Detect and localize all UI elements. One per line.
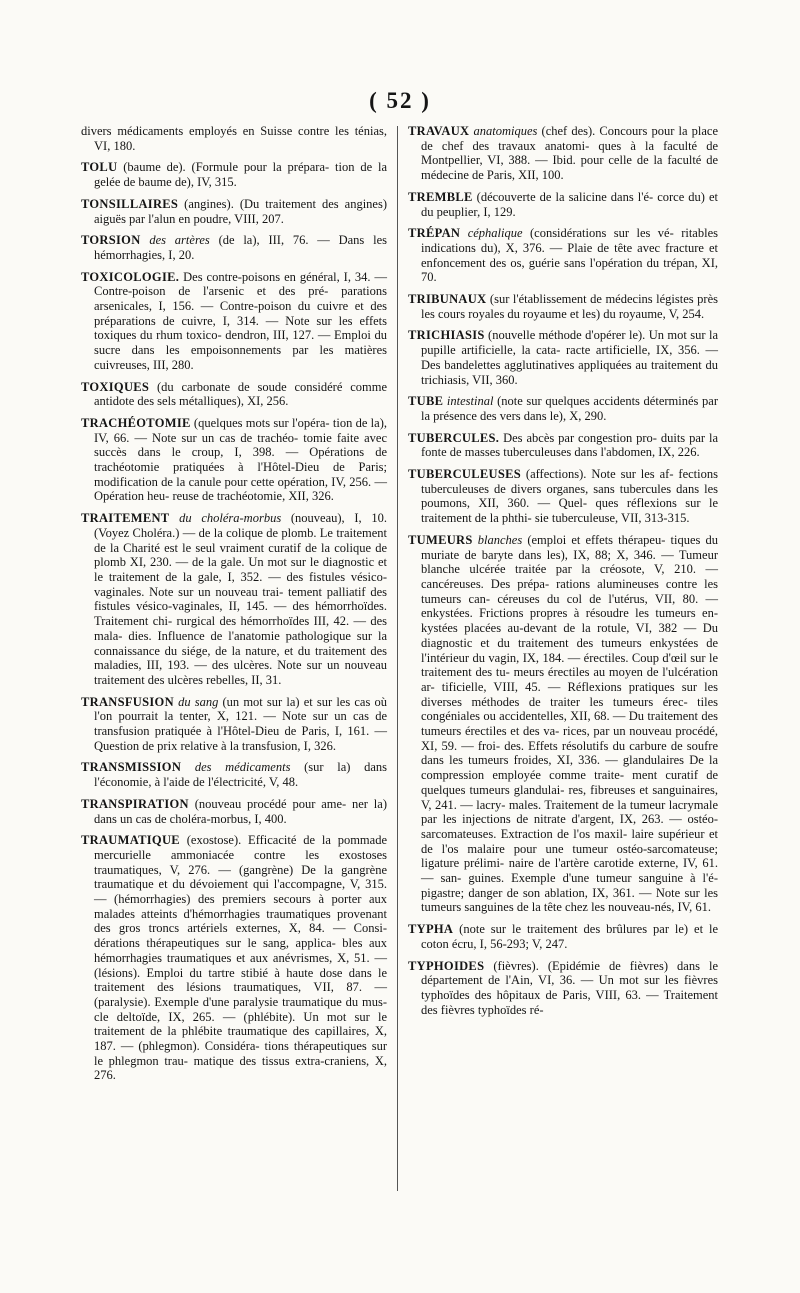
entry-subheading: des médicaments xyxy=(181,760,291,775)
column-divider xyxy=(397,126,398,1191)
index-entry xyxy=(81,833,387,1083)
entry-text: (un mot sur la) et sur les cas où l'on pourrait la tenter, X, 121. — Note sur un cas de transfusion pratiquée à l'Hôtel-Dieu de Paris, I, 161. — Question de prix relative à la transfusion, I, 326. xyxy=(94,694,387,753)
index-entry xyxy=(408,328,718,387)
index-entry xyxy=(81,124,387,153)
index-entry xyxy=(81,416,387,504)
entry-text: (de la), III, 76. — Dans les hémorrhagies, I, 20. xyxy=(94,233,387,262)
index-entry xyxy=(81,695,387,754)
entry-heading: TYPHOIDES xyxy=(408,958,485,973)
entry-text: Des abcès par congestion pro- duits par la fonte de masses tuberculeuses dans l'abdomen, IX, 226. xyxy=(421,430,718,460)
entry-heading: TYPHA xyxy=(408,922,454,937)
entry-text: (chef des). Concours pour la place de chef des travaux anatomi- ques à la faculté de Montpellier, VI, 388. — Ibid. pour celle de la faculté de médecine de Paris, XII, 100. xyxy=(421,124,718,183)
index-entry xyxy=(81,233,387,262)
index-entry xyxy=(81,380,387,409)
entry-subheading: intestinal xyxy=(443,394,494,409)
index-entry xyxy=(408,533,718,915)
entry-subheading: du choléra-morbus xyxy=(169,511,282,526)
entry-text: (sur l'établissement de médecins légistes près les cours royales du royaume et les) du royaume, V, 254. xyxy=(421,292,718,321)
entry-heading: TRANSPIRATION xyxy=(81,796,189,811)
entry-heading: TONSILLAIRES xyxy=(81,196,179,211)
entry-subheading: blanches xyxy=(472,532,523,547)
entry-heading: TUBERCULES. xyxy=(408,430,500,445)
entry-text: (fièvres). (Epidémie de fièvres) dans le département de l'Ain, VI, 36. — Un mot sur les fièvres typhoïdes des hôpitaux de Paris, VIII, 63. — Traitement des fièvres typhoïdes ré- xyxy=(421,958,718,1017)
entry-heading: TRACHÉOTOMIE xyxy=(81,415,191,430)
entry-heading: TRANSMISSION xyxy=(81,760,182,775)
index-entry xyxy=(408,124,718,183)
entry-heading: TRAUMATIQUE xyxy=(81,833,180,848)
entry-text: (nouveau), I, 10. (Voyez Choléra.) — de la colique de plomb. Le traitement de la Charité est le seul vraiment curatif de la colique de plomb XI, 230. — de la gale. Un mot sur le diagnostic et le traitement de la gale, I, 352. — des fistules vésico-vaginales. Note sur un nouveau trai- tement palliatif des fistules vésico-vaginales, II, 145. — des hémorrhoïdes. Traitement chi- rurgical des hémorrhoïdes III, 42. — des mala- dies. Influence de l'anatomie pathologique sur la connaissance du siége, de la nature, et du traitement des maladies, III, 193. — des ulcères. Note sur un nouveau traitement des ulcères rebelles, II, 31. xyxy=(94,511,387,687)
entry-heading: TUBERCULEUSES xyxy=(408,467,521,482)
entry-subheading: céphalique xyxy=(460,226,523,241)
index-entry xyxy=(81,197,387,226)
entry-text: (du carbonate de soude considéré comme antidote des sels métalliques), XI, 256. xyxy=(94,379,387,409)
entry-text: Des contre-poisons en général, I, 34. — Contre-poison de l'arsenic et des pré- parations arsenicales, I, 156. — Contre-poison du cuivre et des préparations de cuivre, I, 314. — Note sur les effets toxiques du rhum toxico- dendron, III, 127. — Emploi du sucre dans les empoisonnements par les matières cuivreuses, III, 280. xyxy=(94,269,387,372)
entry-subheading: du sang xyxy=(173,694,219,709)
entry-heading: TRAITEMENT xyxy=(81,511,170,526)
index-entry xyxy=(408,959,718,1018)
index-entry xyxy=(408,292,718,321)
entry-heading: TOXIQUES xyxy=(81,379,150,394)
entry-heading: TORSION xyxy=(81,233,141,248)
entry-text: (emploi et effets thérapeu- tiques du muriate de baryte dans les), IX, 88; X, 346. — Tumeur blanche ulcérée traitée par la créosote, V, 210. — cancéreuses. Des prépa- rations alumineuses contre les tumeurs can- céreuses du col de l'utérus, VII, 80. — enkystées. Frictions propres à résoudre les tumeurs en- kystées placées au-devant de la rotule, VI, 382 — Du diagnostic et du traitement des tumeurs enkystées de l'intérieur du vagin, IX, 184. — érectiles. Coup d'œil sur le traitement des tu- meurs érectiles au moyen de l'ulcération ar- tificielle, VIII, 45. — Réflexions pratiques sur les diverses méthodes de traiter les tumeurs érec- tiles congéniales ou accidentelles, XII, 68. — Du traitement des tumeurs érectiles et des va- rices, par un nouveau procédé, XI, 59. — froi- des. Effets résolutifs du carbure de soufre dans les tumeurs froides, XI, 336. — glandulaires De la compression employée comme traite- ment curatif de quelques tumeurs glandulai- res, fibreuses et sanguinaires, V, 241. — lacry- males. Traitement de la tumeur lacrymale par les injections de nitrate d'argent, IX, 263. — ostéo-sarcomateuses. Extraction de l'os maxil- laire supérieur et de l'os malaire pour une tumeur ostéo-sarcomateuse; ligature prélimi- naire de l'artère carotide externe, IV, 61. — san- guines. Exemple d'une tumeur sanguine à l'é- pigastre; danger de son ablation, IX, 361. — Note sur les tumeurs sanguines de la tête chez les nouveau-nés, IV, 61. xyxy=(421,532,719,915)
index-entry xyxy=(408,467,718,526)
index-entry xyxy=(408,431,718,460)
index-entry xyxy=(81,760,387,789)
left-column xyxy=(81,124,387,1090)
entry-heading: TRICHIASIS xyxy=(408,328,485,343)
index-entry xyxy=(81,160,387,189)
entry-heading: TUMEURS xyxy=(408,532,473,547)
index-entry xyxy=(408,922,718,951)
right-column xyxy=(408,124,718,1024)
entry-text: (nouvelle méthode d'opérer le). Un mot sur la pupille artificielle, la cata- racte artificielle, IX, 356. — Des bandelettes agglutinatives appliquées au traitement du trichiasis, VII, 360. xyxy=(421,328,718,387)
index-entry xyxy=(408,394,718,423)
entry-text: (baume de). (Formule pour la prépara- tion de la gelée de baume de), IV, 315. xyxy=(94,160,387,190)
entry-heading: TOXICOLOGIE. xyxy=(81,269,180,284)
entry-text: (considérations sur les vé- ritables indications du), X, 376. — Plaie de tête avec fracture et enfoncement des os, guérie sans l'opération du trépan, XI, 70. xyxy=(421,226,718,285)
entry-text: (note sur quelques accidents déterminés par la présence des vers dans le), X, 290. xyxy=(421,394,719,423)
entry-heading: TOLU xyxy=(81,160,118,175)
index-entry xyxy=(81,511,387,687)
entry-text: (angines). (Du traitement des angines) aiguës par l'alun en poudre, VIII, 207. xyxy=(94,196,387,226)
entry-heading: TRÉPAN xyxy=(408,226,461,241)
entry-heading: TUBE xyxy=(408,394,444,409)
index-entry xyxy=(81,270,387,373)
entry-text: (sur la) dans l'économie, à l'aide de l'électricité, V, 48. xyxy=(94,760,387,790)
page-number: ( 52 ) xyxy=(369,88,431,113)
entry-subheading: des artères xyxy=(140,233,210,248)
index-entry xyxy=(408,226,718,285)
entry-text: (exostose). Efficacité de la pommade mercurielle ammoniacée contre les exostoses traumatiques, V, 276. — (gangrène) De la gangrène traumatique et du dévoiement qui l'accompagne, V, 315. — (hémorrhagies) des premiers secours à porter aux malades atteints d'hémorrhagies traumatiques provenant des gros troncs artériels externes, X, 84. — Consi- dérations thérapeutiques sur le sang, applica- bles aux hémorrhagies traumatiques et aux anévrismes, X, 51. — (lésions). Emploi du tartre stibié à haute dose dans le traitement des lésions traumatiques, VII, 87. — (paralysie). Exemple d'une paralysie traumatique du mus- cle deltoïde, IX, 265. — (phlébite). Un mot sur le traitement de la phlébite traumatique des capillaires, X, 187. — (phlegmon). Considéra- tions thérapeutiques sur le phlegmon trau- matique des tissus extra-craniens, X, 276. xyxy=(94,833,387,1083)
entry-subheading: anatomiques xyxy=(469,124,538,138)
entry-text: (note sur le traitement des brûlures par le) et le coton écru, I, 56-293; V, 247. xyxy=(421,922,718,951)
entry-text: (affections). Note sur les af- fections tuberculeuses de divers organes, sans tubercules dans les poumons, XII, 360. — Quel- ques réflexions sur le traitement de la phthi- sie tuberculeuse, VII, 313-315. xyxy=(421,467,718,526)
index-entry xyxy=(408,190,718,219)
entry-text: (quelques mots sur l'opéra- tion de la), IV, 66. — Note sur un cas de trachéo- tomie faite avec succès dans le croup, I, 398. — Opérations de trachéotomie pratiquées à l'Hôtel-Dieu de Paris; modification de la canule pour cette opération, IV, 256. — Opération heu- reuse de trachéotomie, XII, 326. xyxy=(94,415,387,504)
entry-heading: TREMBLE xyxy=(408,189,473,204)
entry-heading: TRANSFUSION xyxy=(81,694,174,709)
entry-heading: TRIBUNAUX xyxy=(408,292,487,307)
entry-text: (nouveau procédé pour ame- ner la) dans un cas de choléra-morbus, I, 400. xyxy=(94,796,387,826)
index-entry xyxy=(81,797,387,826)
entry-heading: TRAVAUX xyxy=(408,124,470,138)
entry-text: (découverte de la salicine dans l'é- corce du) et du peuplier, I, 129. xyxy=(421,189,718,219)
entry-text: divers médicaments employés en Suisse contre les ténias, VI, 180. xyxy=(81,124,387,153)
